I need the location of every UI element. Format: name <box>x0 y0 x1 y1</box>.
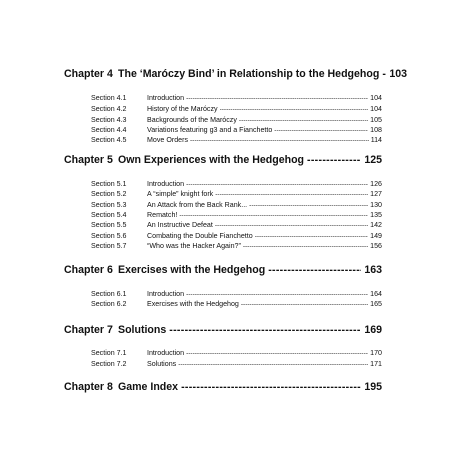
section-page: 164 <box>370 290 382 298</box>
section-5-5 <box>91 222 382 230</box>
dot-leader <box>181 381 361 393</box>
section-title: Introduction <box>147 290 185 298</box>
chapter-page: 103 <box>389 68 408 80</box>
section-title: Exercises with the Hedgehog <box>147 300 239 308</box>
chapter-title: Game Index <box>118 381 179 393</box>
section-5-7 <box>91 243 382 251</box>
chapter-8-heading <box>64 381 382 393</box>
section-page: 105 <box>370 116 382 124</box>
chapter-page: 125 <box>364 154 382 166</box>
section-number: Section 7.2 <box>91 360 127 368</box>
section-7-2 <box>91 361 382 369</box>
chapter-title: Solutions <box>118 324 167 336</box>
section-page: 104 <box>370 105 382 113</box>
section-page: 108 <box>370 126 382 134</box>
section-number: Section 5.5 <box>91 221 127 229</box>
section-6-2 <box>91 301 382 309</box>
dot-leader <box>249 203 368 210</box>
section-number: Section 5.6 <box>91 232 127 240</box>
dot-leader <box>186 182 368 189</box>
section-5-2 <box>91 191 382 199</box>
chapter-number: Chapter 8 <box>64 381 113 393</box>
chapter-title: Own Experiences with the Hedgehog <box>118 154 305 166</box>
section-title: Solutions <box>147 360 177 368</box>
section-number: Section 4.2 <box>91 105 127 113</box>
chapter-title: Exercises with the Hedgehog <box>118 264 266 276</box>
section-number: Section 5.2 <box>91 190 127 198</box>
section-title: Introduction <box>147 180 185 188</box>
section-title: Move Orders <box>147 136 188 144</box>
chapter-page: 169 <box>364 324 382 336</box>
dot-leader <box>239 118 368 125</box>
dot-leader <box>190 138 369 145</box>
section-title: A “simple” knight fork <box>147 190 214 198</box>
section-title: An Attack from the Back Rank... <box>147 201 248 209</box>
section-number: Section 4.5 <box>91 136 127 144</box>
section-title: Introduction <box>147 94 185 102</box>
section-title: Backgrounds of the Maróczy <box>147 116 237 124</box>
chapter-number: Chapter 7 <box>64 324 113 336</box>
dot-leader <box>307 154 361 166</box>
section-title: History of the Maróczy <box>147 105 218 113</box>
section-page: 126 <box>370 180 382 188</box>
section-title: “Who was the Hacker Again?” <box>147 242 241 250</box>
section-page: 170 <box>370 349 382 357</box>
section-number: Section 7.1 <box>91 349 127 357</box>
chapter-number: Chapter 5 <box>64 154 113 166</box>
section-number: Section 4.4 <box>91 126 127 134</box>
dot-leader <box>169 324 361 336</box>
section-6-1 <box>91 291 382 299</box>
section-4-2 <box>91 106 382 114</box>
section-title: Rematch! <box>147 211 178 219</box>
dot-leader <box>255 234 368 241</box>
section-number: Section 6.2 <box>91 300 127 308</box>
chapter-title: The ‘Maróczy Bind’ in Relationship to the Hedgehog <box>118 68 380 80</box>
section-page: 130 <box>370 201 382 209</box>
dot-leader <box>186 351 368 358</box>
section-4-4 <box>91 127 382 135</box>
section-page: 171 <box>370 360 382 368</box>
section-title: Variations featuring g3 and a Fianchetto <box>147 126 273 134</box>
section-page: 114 <box>370 136 382 144</box>
section-number: Section 5.7 <box>91 242 127 250</box>
section-number: Section 4.1 <box>91 94 127 102</box>
section-5-6 <box>91 233 382 241</box>
section-4-5 <box>91 137 382 145</box>
section-page: 127 <box>370 190 382 198</box>
section-4-1 <box>91 95 382 103</box>
section-number: Section 4.3 <box>91 116 127 124</box>
dot-leader <box>220 107 369 114</box>
section-number: Section 5.4 <box>91 211 127 219</box>
dot-leader <box>215 192 368 199</box>
chapter-number: Chapter 4 <box>64 68 113 80</box>
section-page: 149 <box>370 232 382 240</box>
section-title: An Instructive Defeat <box>147 221 213 229</box>
dot-leader <box>241 302 368 309</box>
section-4-3 <box>91 117 382 125</box>
dot-leader <box>382 68 386 80</box>
dot-leader <box>186 96 368 103</box>
section-page: 156 <box>370 242 382 250</box>
section-page: 142 <box>370 221 382 229</box>
section-page: 135 <box>370 211 382 219</box>
chapter-page: 195 <box>364 381 382 393</box>
dot-leader <box>215 223 368 230</box>
section-5-3 <box>91 202 382 210</box>
chapter-5-heading <box>64 154 382 166</box>
dot-leader <box>268 264 361 276</box>
section-title: Combating the Double Fianchetto <box>147 232 253 240</box>
chapter-page: 163 <box>364 264 382 276</box>
section-5-4 <box>91 212 382 220</box>
section-number: Section 5.1 <box>91 180 127 188</box>
dot-leader <box>178 362 368 369</box>
section-7-1 <box>91 350 382 358</box>
chapter-4-heading <box>64 68 408 80</box>
dot-leader <box>274 128 368 135</box>
section-page: 165 <box>370 300 382 308</box>
section-page: 104 <box>370 94 382 102</box>
section-number: Section 6.1 <box>91 290 127 298</box>
chapter-7-heading <box>64 324 382 336</box>
section-number: Section 5.3 <box>91 201 127 209</box>
dot-leader <box>179 213 368 220</box>
dot-leader <box>243 244 368 251</box>
chapter-number: Chapter 6 <box>64 264 113 276</box>
section-title: Introduction <box>147 349 185 357</box>
dot-leader <box>186 292 368 299</box>
chapter-6-heading <box>64 264 382 276</box>
section-5-1 <box>91 181 382 189</box>
